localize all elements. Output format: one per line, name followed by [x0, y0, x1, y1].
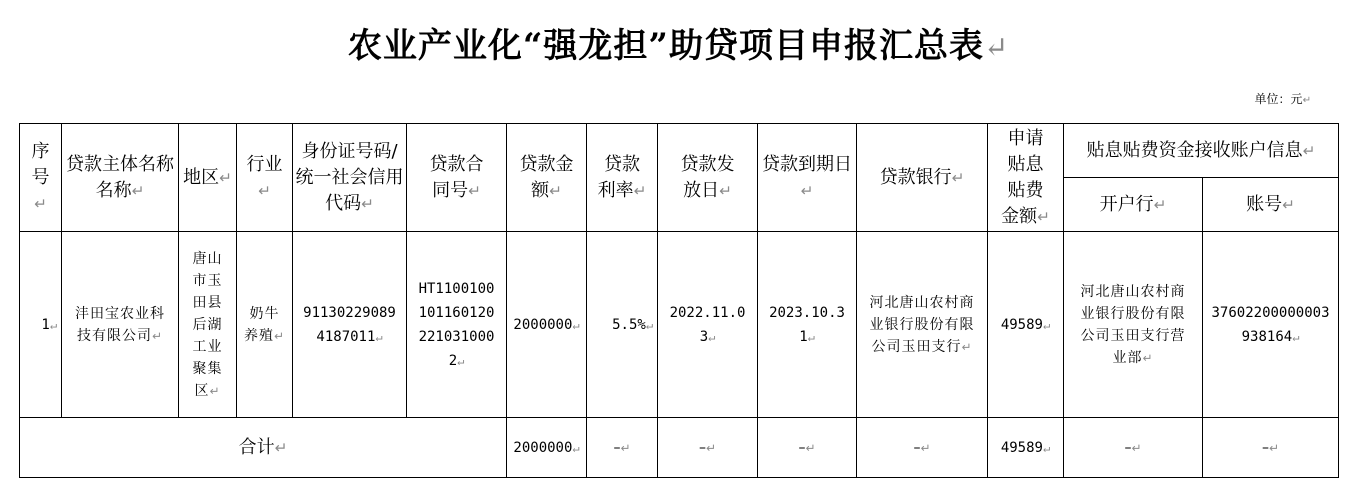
cell-id-code: 911302290894187011↵ — [293, 232, 407, 418]
paragraph-mark: ↵ — [1302, 95, 1311, 106]
header-row — [20, 124, 1339, 178]
paragraph-mark: ↵ — [983, 30, 1010, 64]
header-issue-date: 贷款发放日↵ — [658, 124, 758, 232]
cell-due-date: 2023.10.31↵ — [758, 232, 857, 418]
document-title — [0, 18, 1357, 67]
unit-text: 单位：元 — [1254, 92, 1303, 106]
header-contract: 贷款合同号↵ — [407, 124, 507, 232]
cell-region: 唐山市玉田县后湖工业聚集区↵ — [179, 232, 237, 418]
total-open-bank: –↵ — [1064, 418, 1203, 478]
header-borrower: 贷款主体名称名称↵ — [62, 124, 179, 232]
header-id-code: 身份证号码/统一社会信用代码↵ — [293, 124, 407, 232]
total-issue-date: –↵ — [658, 418, 758, 478]
cell-amount: 2000000↵ — [507, 232, 587, 418]
cell-open-bank: 河北唐山农村商业银行股份有限公司玉田支行营业部↵ — [1064, 232, 1203, 418]
cell-borrower: 沣田宝农业科技有限公司↵ — [62, 232, 179, 418]
title-text: 农业产业化“强龙担”助贷项目申报汇总表 — [347, 26, 984, 66]
total-due-date: –↵ — [758, 418, 857, 478]
cell-rate: 5.5%↵ — [587, 232, 658, 418]
header-open-bank: 开户行↵ — [1064, 178, 1203, 232]
table-row — [20, 232, 1339, 418]
total-subsidy: 49589↵ — [988, 418, 1064, 478]
header-subsidy: 申请贴息贴费金额↵ — [988, 124, 1064, 232]
header-region: 地区↵ — [179, 124, 237, 232]
cell-account-no: 37602200000003938164↵ — [1203, 232, 1339, 418]
cell-industry: 奶牛养殖↵ — [237, 232, 293, 418]
header-rate: 贷款利率↵ — [587, 124, 658, 232]
unit-label — [1254, 90, 1311, 107]
header-amount: 贷款金额↵ — [507, 124, 587, 232]
total-account-no: –↵ — [1203, 418, 1339, 478]
total-row — [20, 418, 1339, 478]
cell-subsidy: 49589↵ — [988, 232, 1064, 418]
header-industry: 行业↵ — [237, 124, 293, 232]
total-bank: –↵ — [857, 418, 988, 478]
header-seq: 序号↵ — [20, 124, 62, 232]
summary-table — [19, 123, 1339, 478]
total-amount: 2000000↵ — [507, 418, 587, 478]
cell-bank: 河北唐山农村商业银行股份有限公司玉田支行↵ — [857, 232, 988, 418]
header-account-group: 贴息贴费资金接收账户信息↵ — [1064, 124, 1339, 178]
total-rate: –↵ — [587, 418, 658, 478]
header-account-no: 账号↵ — [1203, 178, 1339, 232]
total-label: 合计↵ — [20, 418, 507, 478]
cell-issue-date: 2022.11.03↵ — [658, 232, 758, 418]
header-bank: 贷款银行↵ — [857, 124, 988, 232]
cell-contract: HT11001001011601202210310002↵ — [407, 232, 507, 418]
header-due-date: 贷款到期日↵ — [758, 124, 857, 232]
cell-seq: 1↵ — [20, 232, 62, 418]
